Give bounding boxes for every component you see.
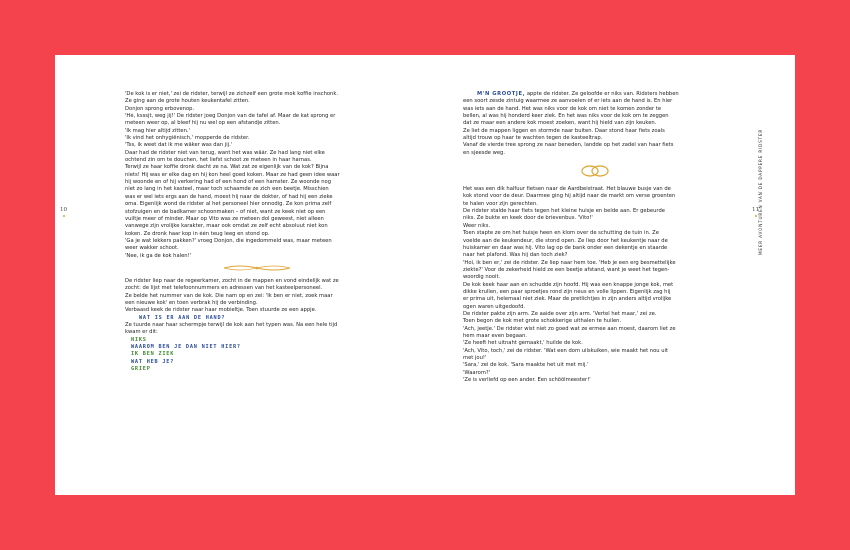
text-line: 'Ik mag hier altijd zitten.' [125, 127, 191, 134]
text-line: 'Tss, ik weet dat ik me wäker was dan jij.' [125, 142, 233, 149]
text-line: hem maar even begaan. [463, 332, 528, 339]
text-line: 'Ze is verliefd op een ander. Een schöölmeester!' [463, 377, 591, 384]
text-line: was er wel iets ergs aan de hand, moest hij naar de dokter, of had hij een zieke [125, 193, 333, 200]
text-line: 'Ach, Vito, toch,' zei de ridster. 'Wat een dom uilskuiken, wie maakt het nou uit [463, 347, 669, 354]
text-line: Daar had de ridster niet van terug, want het was wäár. Ze had lang niet elke [125, 149, 325, 156]
small-caps-lead: M'N GROOTJE, [477, 91, 526, 97]
text-line: er prima uit, helemaal niet ziek. Maar de pretlichtjes in zijn anders altijd vrolijke [463, 296, 672, 303]
text-line: Ze belde het nummer van de kok. Die nam op en zei: 'Ik ben er niet, zoek maar [125, 292, 333, 299]
chat-log [125, 337, 389, 374]
text-line: ochtend zin om te douchen, het liefst schoot ze meteen in haar harnas. [125, 157, 312, 164]
text-line: ogen waren uitgedoofd. [463, 303, 526, 310]
text-line: altijd trouw op haar te wachten tegen de kasteeltrap. [463, 135, 603, 142]
text-line: een nieuwe kok' en toen verbrak hij de verbinding. [125, 299, 258, 306]
text-line: meteen weer op, al bleef hij nu wel op een afstandje zitten. [125, 120, 281, 127]
page-number-dot [63, 215, 65, 217]
running-head: MEER AVONTUREN VAN DE DAPPERE RIDSTER [758, 128, 763, 255]
text-line: 'Hoi, ik ben er,' zei de ridster. Ze liep naar hem toe. 'Heb je een erg besmettelijke [463, 259, 676, 266]
chat-message: GRIEP [131, 366, 151, 373]
text-line: Toen stapte ze om het huisje heen en klom over de schutting de tuin in. Ze [463, 230, 659, 237]
text-line: Donjon sprong erbovenop. [125, 105, 195, 112]
text-line: Het was een dik halfuur fietsen naar de Aardbeistraat. Het blauwe busje van de [463, 186, 671, 193]
text-line: De ridster pakte zijn arm. Ze aaide over zijn arm. 'Vertel het maar,' zei ze. [463, 310, 657, 317]
text-line: met jou!' [463, 355, 487, 361]
text-line: vanwege zijn vrolijke karakter, maar ook omdat ze zelf echt absoluut niet kon [125, 223, 328, 230]
text-line: niet zo lang in het kasteel, maar toch schaamde ze zich een beetje. Misschien [125, 186, 329, 193]
text-line: oma. Eigenlijk wond de ridster al het personeel hier onnodig. Ze kon prima zelf [125, 201, 332, 208]
text-line: Verbaasd keek de ridster naar haar mobieltje. Toen stuurde ze een appje. [125, 307, 317, 314]
chat-message: WAAROM BEN JE DAN NIET HIER? [131, 344, 241, 350]
text-line: vuiltje meer of minder. Maar op Vito was ze meteen dol geweest, niet alleen [125, 215, 324, 222]
page-number-left: 10 [60, 207, 67, 217]
text-line: 'Ga je wat lekkers pakken?' vroeg Donjon, die ingedommeld was, maar meteen [125, 237, 332, 244]
right-page [463, 91, 727, 384]
text-line: huiskamer en daar was hij. Vito lag op de bank onder een dekentje en staarde [463, 244, 668, 251]
text-line: en sjeesde weg. [463, 149, 506, 156]
text-line: 'Ach, jeetje.' De ridster wist niet zo goed wat ze ermee aan moest, daarom liet ze [463, 325, 676, 332]
text-line: niks. Ze bukte en keek door de brievenbus. 'Vito!' [463, 215, 593, 222]
text-line: ziekte?' Voor de zekerheid hield ze een beetje afstand, want je weet het tegen- [463, 266, 670, 273]
chat-message-sent: WAT IS ER AAN DE HAND? [139, 314, 226, 321]
chat-message: IK BEN ZIEK [131, 351, 175, 358]
left-block1 [125, 91, 389, 260]
text-line: 'De kok is er niet,' zei de ridster, terwijl ze zichzelf een grote mok koffie inschonk. [125, 91, 339, 97]
text-line: niets! Hij was er elke dag en hij kon heel goed koken. Maar ze had geen idee waar [125, 171, 340, 178]
text-line: te halen voor zijn gerechten. [463, 200, 538, 207]
text-line: dikke krullen, een paar sproetjes rond zijn neus en volle lippen. Eigenlijk zag hij [463, 288, 671, 295]
page-number-right: 11 [752, 207, 759, 217]
text-line: 'Nee, ik ga de kok halen!' [125, 252, 192, 259]
text-line: Ze tuurde naar haar schermpje terwijl de kok aan het typen was. Na een hele tijd [125, 321, 338, 328]
text-line: 'Ze heeft het uitnaht gemaakt,' huilde de kok. [463, 340, 583, 347]
right-first-line: M'N GROOTJE, appte de ridster. Ze geloofde er niks van. Ridsters hebben [477, 91, 679, 97]
text-line: bellen, al was hij honderd keer ziek. En het was niks voor de kok om te zeggen [463, 113, 669, 120]
text-line: 'Waarom?' [463, 369, 491, 376]
text-line: was iets aan de hand. Het was niks voor de kok om niet te komen zonder te [463, 105, 662, 112]
text-line: 'Ik vind het onhygiënisch,' mopperde de ridster. [125, 135, 250, 142]
text-line: Ze liet de mappen liggen en stormde naar buiten. Daar stond haar fiets zoals [463, 127, 665, 134]
text-line: hij woonde en of hij verkering had of een hond of een hamster. Ze woonde nog [125, 179, 331, 186]
chat-message: WAT HEB JE? [131, 358, 175, 365]
rings-ornament [463, 162, 727, 180]
text-line: Terwijl ze haar koffie dronk dacht ze na. Wat zat ze eigenlijk van de kok? Bijna [125, 164, 329, 171]
text-line: Toen begon de kok met grote schokkerige uithalen te huilen. [463, 318, 622, 325]
text-line: Vanaf de vierde tree sprong ze naar beneden, landde op het zadel van haar fiets [463, 142, 674, 149]
text-line: woordig nooit. [463, 274, 501, 281]
chat-message: NIKS [131, 336, 147, 343]
text-line: zocht: de lijst met telefoonnummers en adressen van het kasteelpersoneel. [125, 285, 323, 292]
text-line: Weer niks. [463, 222, 491, 229]
right-block2 [463, 186, 727, 384]
text-line: De ridster stalde haar fiets tegen het kleine huisje en belde aan. Er gebeurde [463, 208, 665, 215]
text-line: 'Sara,' zei de kok. 'Sara maakte het uit met mij.' [463, 362, 589, 369]
text-line: koken. Ze dronk haar kop in één teug leeg en stond op. [125, 230, 270, 237]
text-line: naar het plafond. Was hij dan toch ziek? [463, 252, 568, 259]
text-line: weer wakker schoot. [125, 245, 179, 252]
right-block1 [463, 98, 727, 157]
text-line: kok stond voor de deur. Daarmee ging hij altijd naar de markt om verse groenten [463, 193, 676, 200]
text-line: dat ze maar een andere kok moest zoeken, want hij hield van zijn keuken. [463, 120, 657, 127]
text-line: een soort zesde zintuig waarmee ze aanvoelen of er iets aan de hand is. En hier [463, 98, 673, 105]
text-line: 'Hé, ksssjt, weg jij!' De ridster joeg Donjon van de tafel af. Maar de kat sprong er [125, 113, 336, 120]
page-number-dot [755, 215, 757, 217]
text-line: kwam er dit: [125, 329, 158, 336]
flourish-ornament [125, 263, 389, 274]
left-page [125, 91, 389, 373]
text-line: Ze ging aan de grote houten keukentafel zitten. [125, 98, 250, 105]
book-spread [55, 55, 795, 495]
text-line: De kok keek haar aan en schudde zijn hoofd. Hij was een knappe jonge kok, met [463, 281, 674, 288]
text-line: voelde aan de keukendeur, die stond open. Ze liep door het keukentje naar de [463, 237, 668, 244]
text-line: stofzuigen en de badkamer schoonmaken – of niet, want ze keek niet op een [125, 208, 326, 215]
left-block3 [125, 322, 389, 337]
left-block2 [125, 278, 389, 315]
text-line: De ridster liep naar de regeerkamer, zocht in de mappen en vond eindelijk wat ze [125, 277, 339, 284]
